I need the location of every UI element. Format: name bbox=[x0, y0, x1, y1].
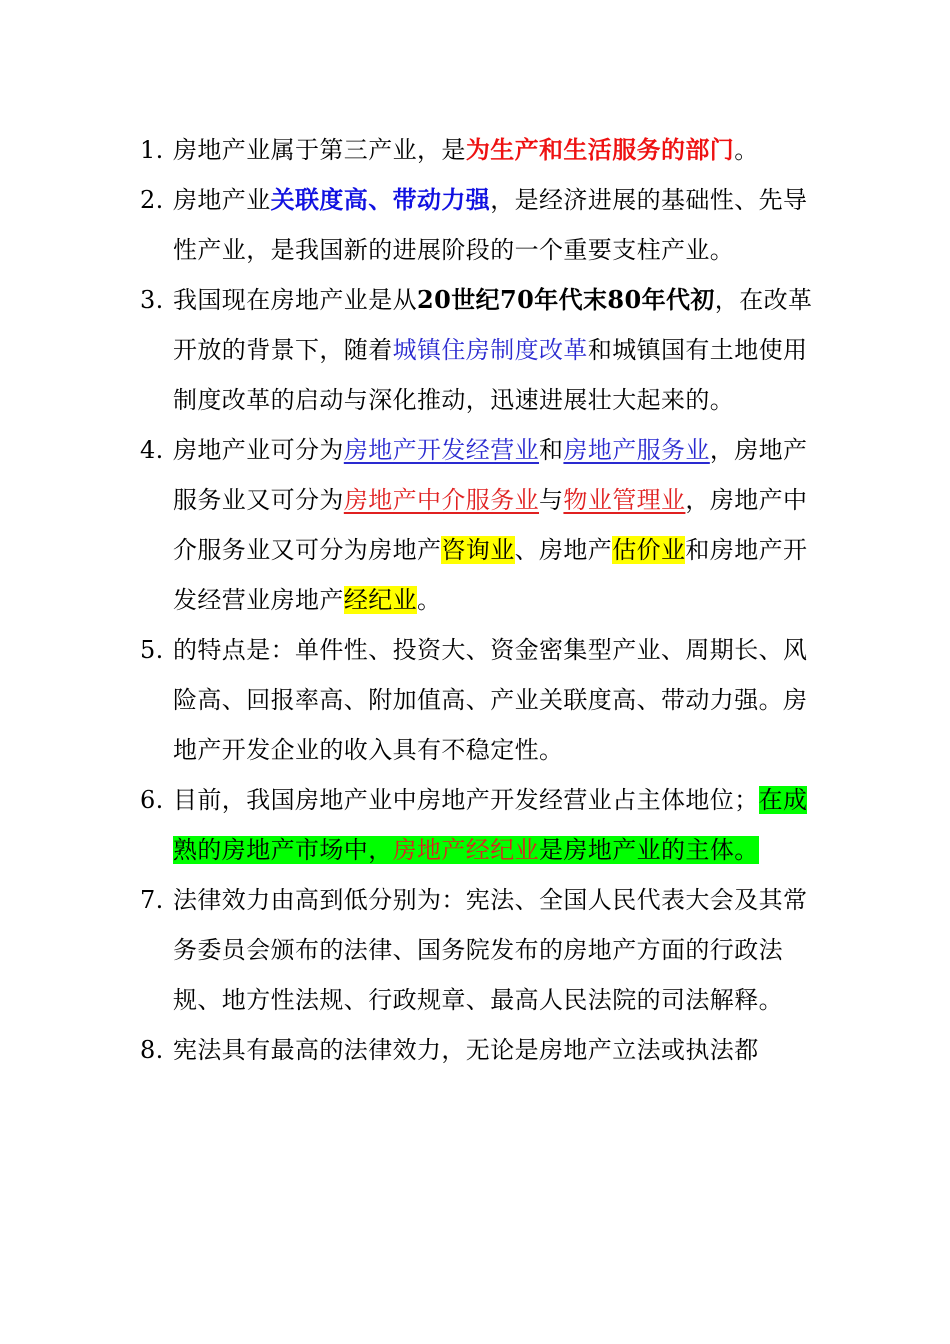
text-run-underlined: 房地产开发经营业 bbox=[343, 436, 540, 464]
list-item-2 bbox=[140, 175, 820, 275]
list-item-3 bbox=[140, 275, 820, 425]
text-run: ，房地产服务业又可分为 bbox=[173, 436, 808, 514]
text-run: 我国现在房地产业是从 bbox=[173, 286, 417, 314]
text-run: 房地产业可分为 bbox=[173, 436, 344, 464]
text-run: 房地产业属于第三产业，是 bbox=[173, 136, 466, 164]
item-number: 3. bbox=[140, 286, 164, 314]
text-run-highlighted: 估价业 bbox=[612, 536, 686, 564]
text-run: 和房地产开发经营业房地产 bbox=[173, 536, 808, 614]
item-number: 2. bbox=[140, 186, 164, 214]
list-item-1 bbox=[140, 125, 820, 175]
text-run-underlined: 房地产服务业 bbox=[563, 436, 710, 464]
text-run-emphasis: 关联度高、带动力强 bbox=[270, 185, 491, 214]
text-run: ，是经济进展的基础性、先导性产业，是我国新的进展阶段的一个重要支柱产业。 bbox=[173, 186, 808, 264]
list-item-8 bbox=[140, 1025, 820, 1075]
list-item-5 bbox=[140, 625, 820, 775]
list-item-4 bbox=[140, 425, 820, 625]
text-run: 目前，我国房地产业中房地产开发经营业占主体地位； bbox=[173, 786, 759, 814]
text-run-underlined: 房地产中介服务业 bbox=[343, 486, 540, 514]
text-run: 房地产业 bbox=[173, 186, 271, 214]
text-run: 。 bbox=[417, 586, 442, 614]
text-run: 的特点是：单件性、投资大、资金密集型产业、周期长、风险高、回报率高、附加值高、产业关联度高、带动力强。房地产开发企业的收入具有不稳定性。 bbox=[173, 636, 808, 764]
numbered-notes-list bbox=[140, 125, 820, 1075]
item-number: 4. bbox=[140, 436, 164, 464]
text-run-highlighted: 经纪业 bbox=[343, 586, 418, 614]
text-run: 与 bbox=[539, 486, 564, 514]
text-run: ，房地产中介服务业又可分为房地产 bbox=[173, 486, 808, 564]
text-run-highlighted: 是房地产业的主体。 bbox=[539, 836, 759, 864]
text-run: 和城镇国有土地使用制度改革的启动与深化推动，迅速进展壮大起来的。 bbox=[173, 336, 808, 414]
text-run: 法律效力由高到低分别为：宪法、全国人民代表大会及其常务委员会颁布的法律、国务院发布的房地产方面的行政法规、地方性法规、行政规章、最高人民法院的司法解释。 bbox=[173, 886, 808, 1014]
text-run-emphasis: 20世纪70年代末80年代初 bbox=[417, 285, 715, 314]
text-run-underlined: 物业管理业 bbox=[563, 486, 686, 514]
item-number: 8. bbox=[140, 1036, 164, 1064]
text-run-highlighted: 房地产经纪业 bbox=[392, 836, 540, 864]
list-item-7 bbox=[140, 875, 820, 1025]
text-run-emphasis: 城镇住房制度改革 bbox=[392, 336, 588, 364]
text-run: 。 bbox=[734, 136, 759, 164]
text-run: ，在改革开放的背景下，随着 bbox=[173, 286, 813, 364]
item-number: 1. bbox=[140, 136, 164, 164]
text-run: 、房地产 bbox=[514, 536, 613, 564]
text-run: 宪法具有最高的法律效力，无论是房地产立法或执法都 bbox=[173, 1036, 759, 1064]
item-number: 5. bbox=[140, 636, 164, 664]
text-run-highlighted: 在成熟的房地产市场中， bbox=[173, 786, 808, 864]
list-item-6 bbox=[140, 775, 820, 875]
text-run-emphasis: 为生产和生活服务的部门 bbox=[465, 135, 735, 164]
item-number: 7. bbox=[140, 886, 164, 914]
item-number: 6. bbox=[140, 786, 164, 814]
text-run: 和 bbox=[539, 436, 564, 464]
text-run-highlighted: 咨询业 bbox=[441, 536, 515, 564]
